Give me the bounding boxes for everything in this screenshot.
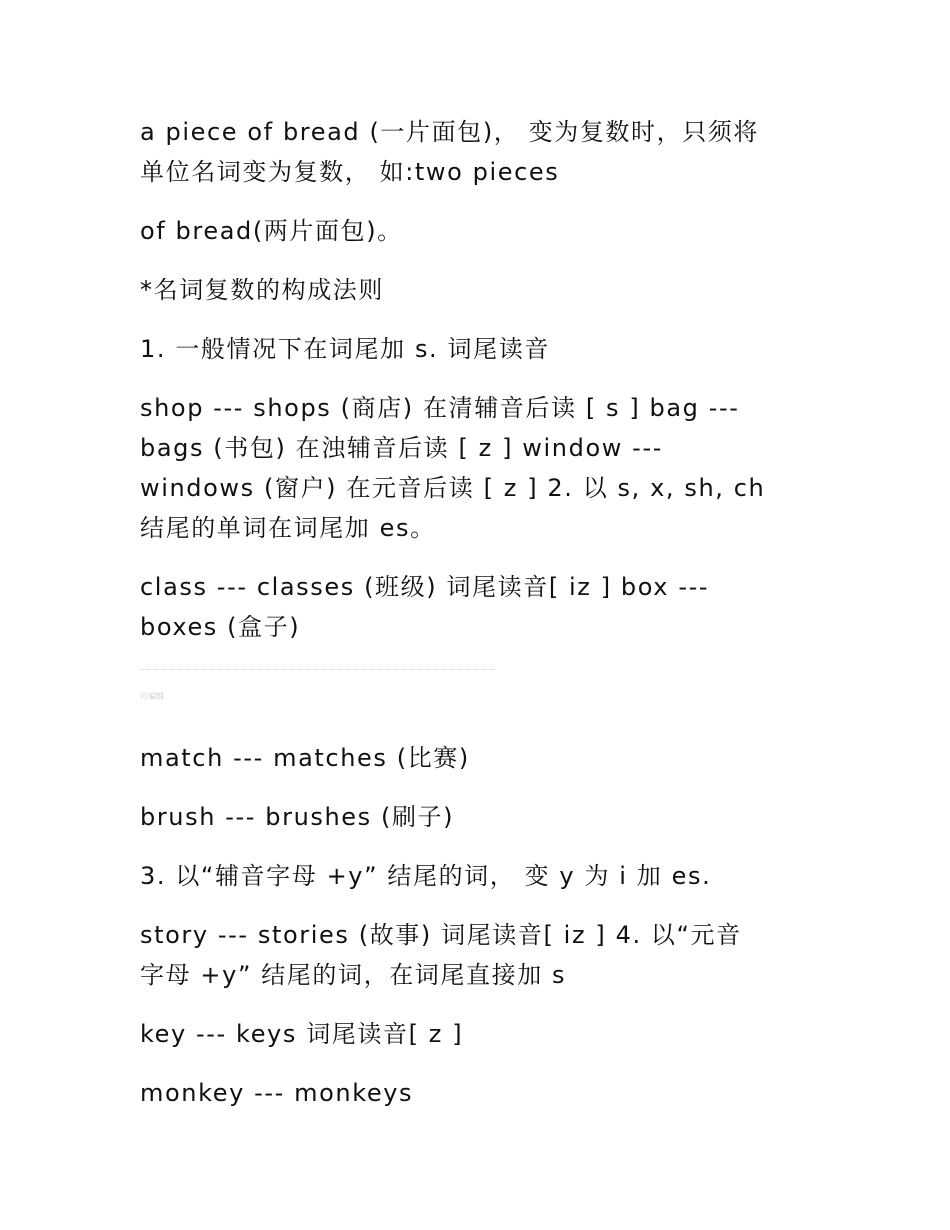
rule-1-heading [140, 329, 800, 369]
example-key [140, 1014, 800, 1054]
text-line: boxes (盒子) [140, 613, 301, 641]
example-match [140, 738, 800, 778]
text-line: windows (窗户) 在元音后读 [ z ] 2. 以 s, x, sh, ch [140, 474, 766, 502]
document-page [140, 112, 800, 1132]
example-monkey [140, 1073, 800, 1113]
text-line: story --- stories (故事) 词尾读音[ iz ] 4. 以“元音 [140, 921, 742, 949]
text-line: 单位名词变为复数， 如:two pieces [140, 158, 560, 186]
text-line: 字母 +y” 结尾的词，在词尾直接加 s [140, 961, 567, 989]
text-line: shop --- shops (商店) 在清辅音后读 [ s ] bag --- [140, 394, 740, 422]
page-divider [140, 669, 496, 670]
text-line: monkey --- monkeys [140, 1079, 414, 1107]
rule-3-examples [140, 915, 800, 995]
rule-1-examples [140, 388, 800, 548]
text-line: key --- keys 词尾读音[ z ] [140, 1020, 464, 1048]
text-line: of bread(两片面包)。 [140, 217, 403, 245]
text-line: brush --- brushes (刷子) [140, 803, 455, 831]
text-line: a piece of bread (一片面包)， 变为复数时，只须将 [140, 118, 760, 146]
text-line: match --- matches (比赛) [140, 744, 470, 772]
example-brush [140, 797, 800, 837]
paragraph-two-pieces [140, 211, 800, 251]
text-line: *名词复数的构成法则 [140, 276, 384, 304]
rule-2-examples [140, 567, 800, 647]
watermark-label: 可编辑 [140, 692, 164, 701]
text-line: 结尾的单词在词尾加 es。 [140, 514, 436, 542]
text-line: class --- classes (班级) 词尾读音[ iz ] box --- [140, 573, 710, 601]
section-heading-plural-rules [140, 270, 800, 310]
text-line: 3. 以“辅音字母 +y” 结尾的词， 变 y 为 i 加 es. [140, 862, 712, 890]
text-line: bags (书包) 在浊辅音后读 [ z ] window --- [140, 434, 663, 462]
text-line: 1. 一般情况下在词尾加 s. 词尾读音 [140, 335, 550, 363]
rule-3-heading [140, 856, 800, 896]
paragraph-unit-noun [140, 112, 800, 192]
